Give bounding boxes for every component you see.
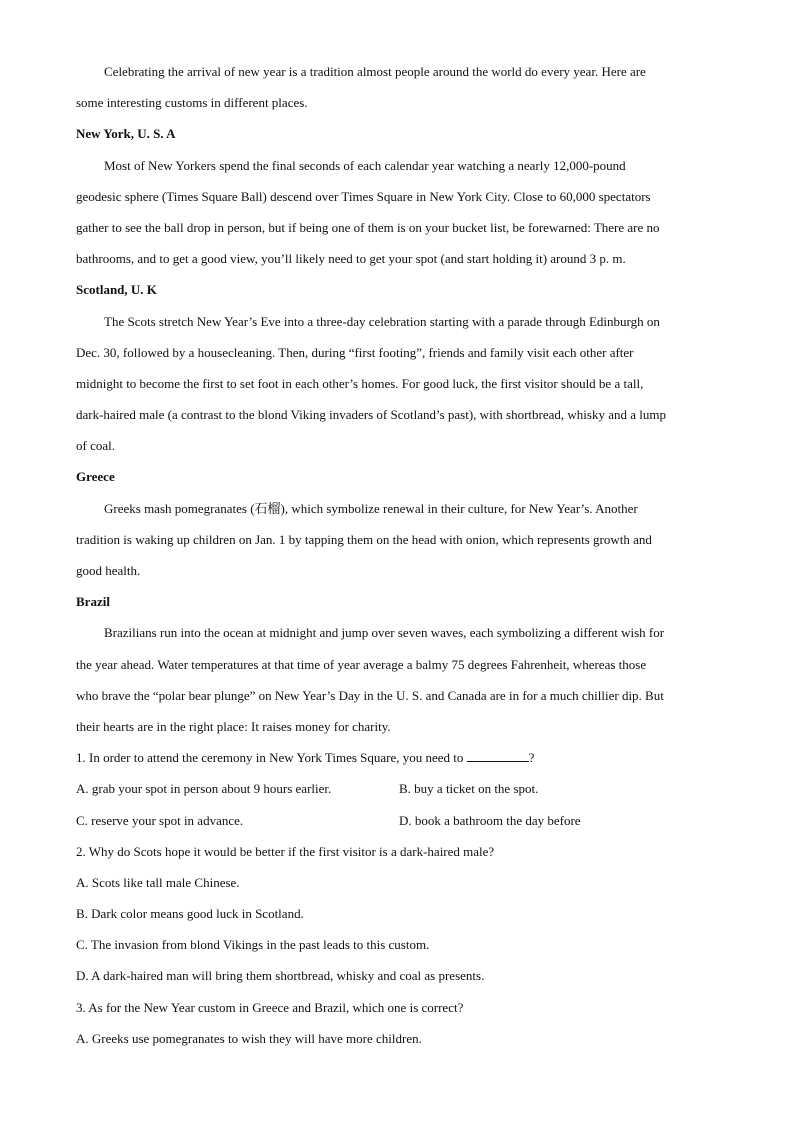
section-heading-scotland: Scotland, U. K	[76, 282, 157, 298]
intro-line: Celebrating the arrival of new year is a tradition almost people around the world do every year. Here are	[104, 64, 646, 79]
paragraph-line: midnight to become the first to set foot in each other’s homes. For good luck, the first visitor should be a tall,	[76, 375, 644, 391]
paragraph-line: Greeks mash pomegranates (石榴), which symbolize renewal in their culture, for New Year’s. Another	[104, 500, 638, 516]
section-heading-new-york: New York, U. S. A	[76, 126, 176, 142]
paragraph-line: bathrooms, and to get a good view, you’ll likely need to get your spot (and start holding it) around 3 p. m.	[76, 251, 626, 267]
question-1-stem-end: ?	[528, 750, 535, 766]
answer-blank	[467, 749, 529, 762]
question-1-options-row	[76, 805, 716, 836]
paragraph-line: Brazilians run into the ocean at midnight and jump over seven waves, each symbolizing a different wish for	[104, 625, 665, 641]
question-1-option-a: A. grab your spot in person about 9 hours earlier.	[76, 781, 332, 797]
intro-line: some interesting customs in different places.	[76, 95, 308, 111]
question-2-stem: 2. Why do Scots hope it would be better if the first visitor is a dark-haired male?	[76, 843, 495, 859]
paragraph-line: The Scots stretch New Year’s Eve into a three-day celebration starting with a parade through Edinburgh on	[104, 313, 660, 329]
paragraph-line: the year ahead. Water temperatures at that time of year average a balmy 75 degrees Fahrenheit, whereas those	[76, 656, 647, 672]
question-2-option-c: C. The invasion from blond Vikings in the past leads to this custom.	[76, 937, 430, 953]
paragraph-line: their hearts are in the right place: It raises money for charity.	[76, 718, 391, 734]
document-page	[76, 56, 716, 1054]
question-2-option-d: D. A dark-haired man will bring them shortbread, whisky and coal as presents.	[76, 968, 485, 984]
question-1-option-d: D. book a bathroom the day before	[399, 812, 581, 828]
paragraph-line: Most of New Yorkers spend the final seconds of each calendar year watching a nearly 12,000-pound	[104, 157, 626, 173]
paragraph-line: tradition is waking up children on Jan. 1 by tapping them on the head with onion, which represents growth and	[76, 531, 652, 547]
paragraph-line: of coal.	[76, 438, 115, 454]
question-1-options-row	[76, 773, 716, 804]
question-1-stem	[76, 742, 716, 773]
paragraph-line: geodesic sphere (Times Square Ball) descend over Times Square in New York City. Close to 60,000 spectators	[76, 188, 651, 204]
question-1-option-b: B. buy a ticket on the spot.	[399, 781, 539, 797]
question-2-option-b: B. Dark color means good luck in Scotland.	[76, 906, 304, 922]
question-2-option-a: A. Scots like tall male Chinese.	[76, 874, 240, 890]
paragraph-line: dark-haired male (a contrast to the blond Viking invaders of Scotland’s past), with shortbread, whisky and a lump	[76, 407, 666, 423]
question-1-stem-text: 1. In order to attend the ceremony in New York Times Square, you need to	[76, 750, 464, 766]
section-heading-brazil: Brazil	[76, 594, 110, 610]
paragraph-line: Dec. 30, followed by a housecleaning. Then, during “first footing”, friends and family visit each other after	[76, 344, 634, 360]
section-heading-greece: Greece	[76, 469, 115, 485]
paragraph-line: good health.	[76, 563, 141, 578]
question-1-option-c: C. reserve your spot in advance.	[76, 812, 244, 828]
question-3-option-a: A. Greeks use pomegranates to wish they will have more children.	[76, 1030, 422, 1046]
question-3-stem: 3. As for the New Year custom in Greece and Brazil, which one is correct?	[76, 999, 464, 1015]
paragraph-line: gather to see the ball drop in person, but if being one of them is on your bucket list, be forewarned: There are no	[76, 219, 660, 235]
paragraph-line: who brave the “polar bear plunge” on New Year’s Day in the U. S. and Canada are in for a much chillier dip. But	[76, 687, 664, 703]
